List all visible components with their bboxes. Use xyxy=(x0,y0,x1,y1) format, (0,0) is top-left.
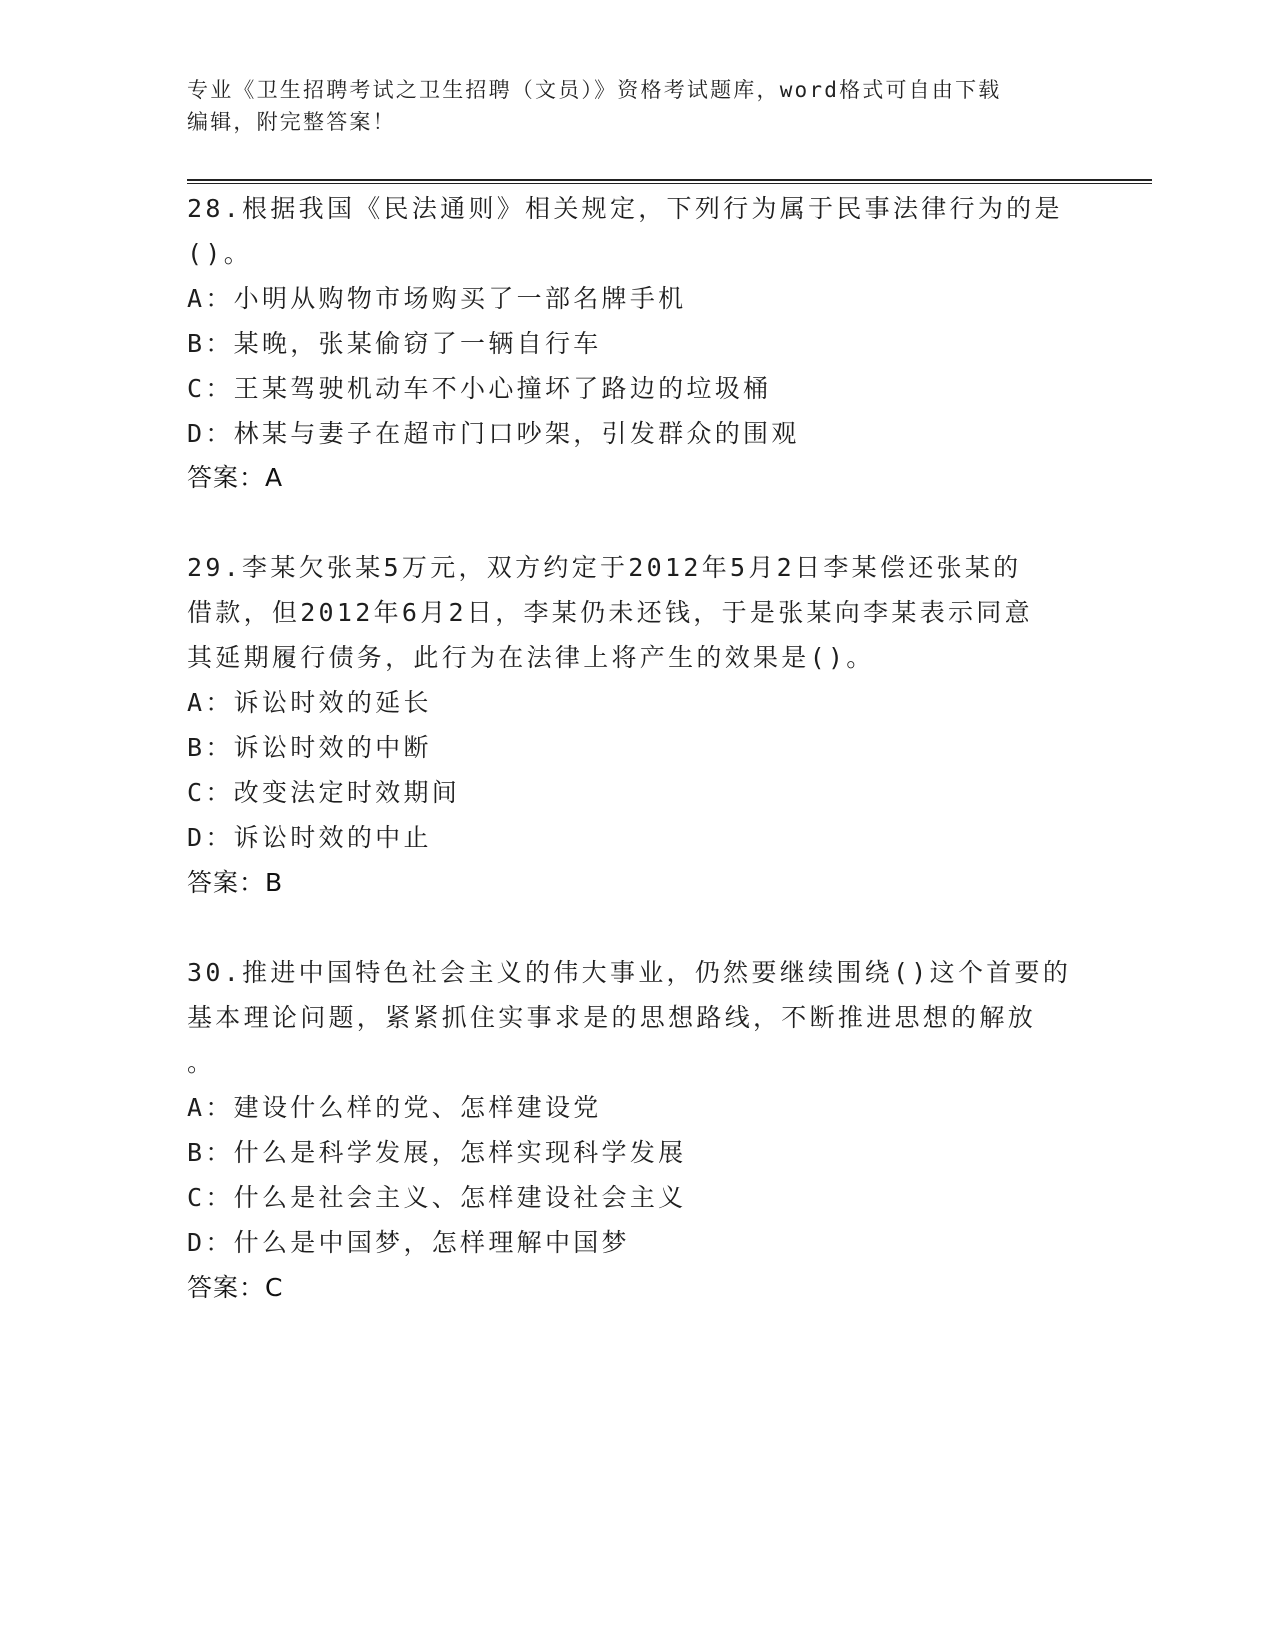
question-29-option-c: C：改变法定时效期间 xyxy=(187,778,461,807)
question-29-stem-line-3: 其延期履行债务，此行为在法律上将产生的效果是()。 xyxy=(187,643,875,672)
header-line-2: 编辑，附完整答案！ xyxy=(187,110,396,134)
question-29-stem-line-2: 借款，但2012年6月2日，李某仍未还钱，于是张某向李某表示同意 xyxy=(187,598,1033,627)
question-28-answer: 答案：A xyxy=(187,463,284,492)
document-header xyxy=(187,74,1067,138)
header-line-1: 专业《卫生招聘考试之卫生招聘（文员）》资格考试题库，word格式可自由下载 xyxy=(187,78,1002,102)
question-28-stem-line-2: ()。 xyxy=(187,239,253,268)
question-30-stem-line-2: 基本理论问题，紧紧抓住实事求是的思想路线，不断推进思想的解放 xyxy=(187,1003,1037,1032)
question-30-option-d: D：什么是中国梦，怎样理解中国梦 xyxy=(187,1228,630,1257)
question-28-option-a: A：小明从购物市场购买了一部名牌手机 xyxy=(187,284,687,313)
header-divider-thick xyxy=(187,179,1152,181)
question-29-option-b: B：诉讼时效的中断 xyxy=(187,733,432,762)
question-30-stem-line-3: 。 xyxy=(187,1048,216,1077)
question-29-option-d: D：诉讼时效的中止 xyxy=(187,823,432,852)
header-divider-thin xyxy=(187,183,1152,184)
question-30-option-b: B：什么是科学发展，怎样实现科学发展 xyxy=(187,1138,687,1167)
question-29-option-a: A：诉讼时效的延长 xyxy=(187,688,432,717)
question-28-option-c: C：王某驾驶机动车不小心撞坏了路边的垃圾桶 xyxy=(187,374,772,403)
question-30-option-c: C：什么是社会主义、怎样建设社会主义 xyxy=(187,1183,687,1212)
question-30-stem-line-1: 30.推进中国特色社会主义的伟大事业，仍然要继续围绕()这个首要的 xyxy=(187,958,1072,987)
question-29-stem-line-1: 29.李某欠张某5万元，双方约定于2012年5月2日李某偿还张某的 xyxy=(187,553,1022,582)
question-30-answer: 答案：C xyxy=(187,1273,284,1302)
question-30-option-a: A：建设什么样的党、怎样建设党 xyxy=(187,1093,602,1122)
question-28-stem-line-1: 28.根据我国《民法通则》相关规定，下列行为属于民事法律行为的是 xyxy=(187,194,1063,223)
question-28-option-d: D：林某与妻子在超市门口吵架，引发群众的围观 xyxy=(187,419,800,448)
question-28-option-b: B：某晚，张某偷窃了一辆自行车 xyxy=(187,329,602,358)
question-29-answer: 答案：B xyxy=(187,868,284,897)
